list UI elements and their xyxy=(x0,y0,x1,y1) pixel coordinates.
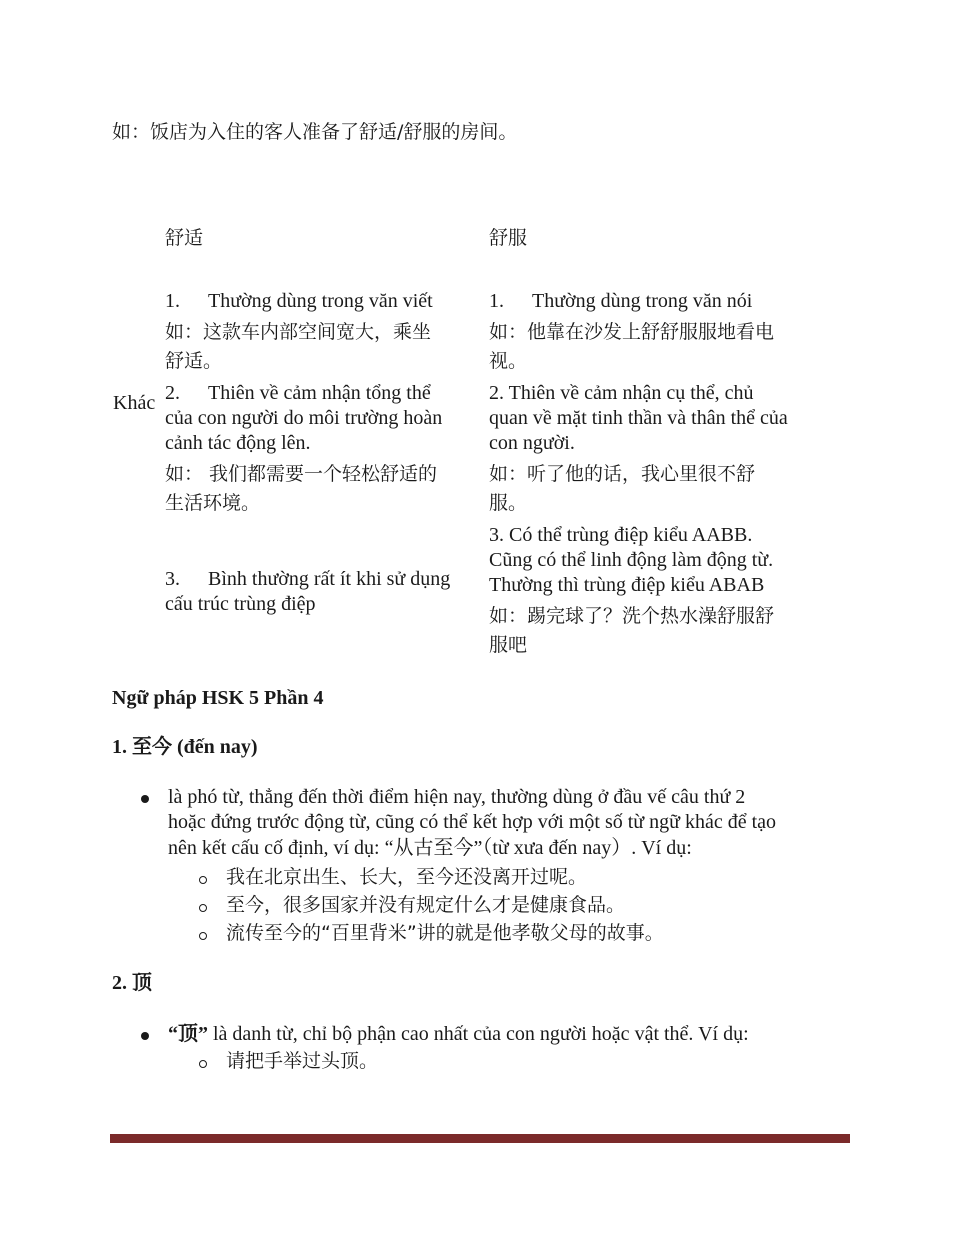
item-1-example-3: 流传至今的“百里背米”讲的就是他孝敬父母的故事。 xyxy=(226,922,664,944)
col-b-point-3-line-1: 3. Có thể trùng điệp kiểu AABB. xyxy=(489,524,753,546)
bullet-icon xyxy=(141,795,149,803)
footer-rule xyxy=(110,1134,850,1143)
col-b-point-1-number: 1. xyxy=(489,290,504,312)
item-2-example-1: 请把手举过头顶。 xyxy=(226,1050,379,1072)
col-a-point-2-text: Thiên về cảm nhận tổng thể xyxy=(208,382,431,404)
col-a-point-1-text: Thường dùng trong văn viết xyxy=(208,290,433,312)
col-b-point-3-line-3: Thường thì trùng điệp kiểu ABAB xyxy=(489,574,765,596)
col-b-example-1-line-2: 视。 xyxy=(489,350,528,372)
col-a-example-1-line-1: 如：这款车内部空间宽大，乘坐 xyxy=(165,321,432,343)
col-b-example-2-line-1: 如：听了他的话，我心里很不舒 xyxy=(489,463,756,485)
circle-bullet-icon xyxy=(199,1060,207,1068)
col-b-example-1-line-1: 如：他靠在沙发上舒舒服服地看电 xyxy=(489,321,775,343)
item-2-desc-text: là danh từ, chỉ bộ phận cao nhất của con người hoặc vật thể. Ví dụ: xyxy=(208,1023,749,1045)
bullet-icon xyxy=(141,1032,149,1040)
col-a-example-2-line-1: 如： 我们都需要一个轻松舒适的 xyxy=(165,463,438,485)
intro-example: 如：饭店为入住的客人准备了舒适/舒服的房间。 xyxy=(112,121,518,143)
col-a-point-1-number: 1. xyxy=(165,290,180,312)
col-a-point-3-number: 3. xyxy=(165,568,180,590)
row-label: Khác xyxy=(113,392,156,414)
circle-bullet-icon xyxy=(199,904,207,912)
item-1-desc-line-2: hoặc đứng trước động từ, cũng có thể kết hợp với một số từ ngữ khác để tạo xyxy=(168,811,777,833)
col-b-point-1 xyxy=(489,288,752,314)
col-b-point-3-line-2: Cũng có thể linh động làm động từ. xyxy=(489,549,774,571)
col-a-point-2-number: 2. xyxy=(165,382,180,404)
col-b-header: 舒服 xyxy=(489,227,528,249)
col-a-point-3-line-2: cấu trúc trùng điệp xyxy=(165,593,316,615)
col-a-point-2-line-1 xyxy=(165,380,431,406)
col-b-point-2-line-1: 2. Thiên về cảm nhận cụ thể, chủ xyxy=(489,382,754,404)
item-2-heading: 2. 顶 xyxy=(112,972,152,994)
col-b-example-2-line-2: 服。 xyxy=(489,492,528,514)
section-title: Ngữ pháp HSK 5 Phần 4 xyxy=(112,687,324,709)
col-a-point-2-line-3: cảnh tác động lên. xyxy=(165,432,311,454)
item-2-desc xyxy=(168,1021,749,1047)
item-1-desc-line-1: là phó từ, thẳng đến thời điểm hiện nay, thường dùng ở đầu vế câu thứ 2 xyxy=(168,786,746,808)
item-1-heading: 1. 至今 (đến nay) xyxy=(112,736,258,758)
col-b-example-3-line-1: 如：踢完球了？洗个热水澡舒服舒 xyxy=(489,605,775,627)
col-b-point-1-text: Thường dùng trong văn nói xyxy=(532,290,753,312)
item-2-term: “顶” xyxy=(168,1023,208,1045)
item-1-example-2: 至今，很多国家并没有规定什么才是健康食品。 xyxy=(226,894,626,916)
col-a-example-1-line-2: 舒适。 xyxy=(165,350,223,372)
circle-bullet-icon xyxy=(199,876,207,884)
col-b-example-3-line-2: 服吧 xyxy=(489,634,528,656)
col-a-point-1 xyxy=(165,288,433,314)
col-a-point-3-line-1 xyxy=(165,566,450,592)
col-a-point-3-text: Bình thường rất ít khi sử dụng xyxy=(208,568,451,590)
item-1-desc-line-3: nên kết cấu cố định, ví dụ: “从古至今”（từ xưa đến nay）. Ví dụ: xyxy=(168,837,692,859)
col-a-header: 舒适 xyxy=(165,227,204,249)
item-1-example-1: 我在北京出生、长大，至今还没离开过呢。 xyxy=(226,866,588,888)
col-a-example-2-line-2: 生活环境。 xyxy=(165,492,261,514)
col-b-point-2-line-3: con người. xyxy=(489,432,575,454)
circle-bullet-icon xyxy=(199,932,207,940)
col-a-point-2-line-2: của con người do môi trường hoàn xyxy=(165,407,443,429)
col-b-point-2-line-2: quan về mặt tinh thần và thân thể của xyxy=(489,407,788,429)
